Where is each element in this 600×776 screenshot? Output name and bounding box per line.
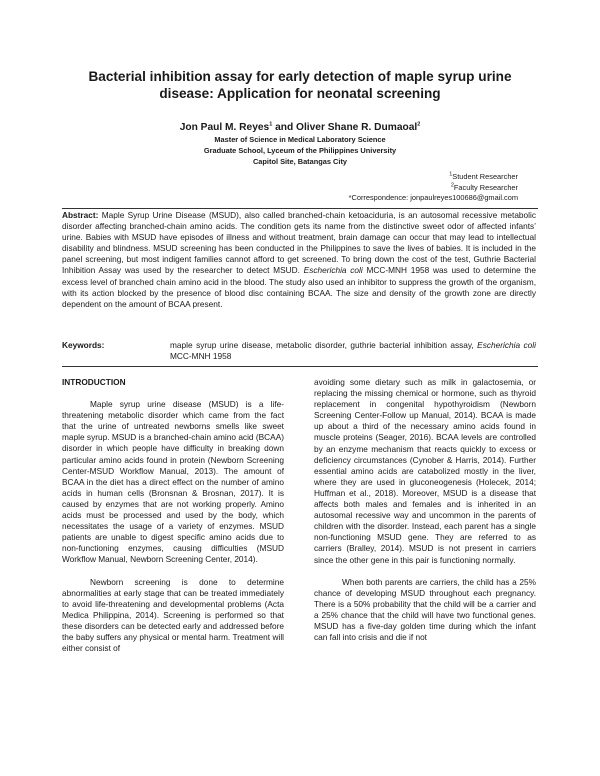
role-1-label: Student Researcher: [452, 172, 518, 181]
role-2: [349, 183, 518, 194]
author-line: [60, 121, 540, 134]
left-column: [62, 377, 284, 654]
role-1: [349, 172, 518, 183]
keywords-list: maple syrup urine disease, metabolic disorder, guthrie bacterial inhibition assay,: [170, 340, 478, 350]
affiliation-degree: Master of Science in Medical Laboratory Science: [214, 135, 386, 144]
abstract-top-rule: [62, 208, 538, 209]
intro-paragraph-4: When both parents are carriers, the child has a 25% chance of developing MSUD throughout each pregnancy. There is a 50% probability that the child will be a carrier and a 25% chance that the child will have two functional genes. MSUD has a five-day golden time during which the infant can fall into crisis and die if not: [314, 576, 536, 643]
keywords-organism: Escherichia coli: [477, 340, 536, 350]
role-1-marker: 1: [449, 171, 453, 178]
abstract-organism: Escherichia coli: [303, 265, 363, 276]
abstract: [62, 210, 536, 310]
author-1: Jon Paul M. Reyes: [179, 122, 270, 133]
author-2-marker: 2: [417, 121, 421, 128]
intro-paragraph-1: Maple syrup urine disease (MSUD) is a life-threatening metabolic disorder which came from the fact that the urine of untreated newborns smells like sweet maple syrup. MSUD is a branched-chain amino acid (BCAA) disorder in which people have difficulty in breaking down particular amino acids found in protein (Newborn Screening Center-MSUD Workflow Manual, 2013). The amount of BCAA in the diet has a direct effect on the number of amino acids in human cells (Bronsnan & Brosnan, 2017). It is caused by enzymes that are not working properly. Amino acids must be processed and used by the body, which necessitates the usage of a variety of enzymes. MSUD patients are unable to digest specific amino acids due to non-functioning enzymes, causing difficulties (MSUD Workflow Manual, Newborn Screening Center, 2014).: [62, 399, 284, 565]
affiliation-campus: Capitol Site, Batangas City: [252, 157, 348, 166]
introduction-heading: INTRODUCTION: [62, 377, 126, 387]
keywords-strain: MCC-MNH 1958: [170, 351, 232, 362]
title-line-1: Bacterial inhibition assay for early detection of maple syrup urine: [88, 69, 512, 84]
role-2-label: Faculty Researcher: [453, 182, 518, 192]
right-column: [314, 377, 536, 643]
role-2-marker: 2: [450, 182, 454, 189]
author-connector: and: [272, 122, 297, 133]
keywords-label: Keywords:: [62, 340, 105, 350]
author-1-marker: 1: [269, 121, 273, 128]
abstract-label: Abstract:: [62, 210, 99, 220]
paper-title: [60, 68, 540, 102]
abstract-text-1: Maple Syrup Urine Disease (MSUD), also called branched-chain ketoaciduria, is an autosomal recessive metabolic disorder affecting branched-chain amino acids. The condition gets its name from the distinctive sweet odor of affected infants’ urine. Babies with MSUD have episodes of illness and without treatment, brain damage can occur that may lead to intellectual disability and blindness. MSUD screening has been conducted in the Philippines to save the lives of babies. It is included in the panel screening, but most indigent families cannot afford to get screened. To bring down the cost of the test, Guthrie Bacterial Inhibition Assay was used by the researcher to detect MSUD.: [62, 210, 536, 276]
author-roles: [349, 172, 518, 204]
correspondence: *Correspondence: jonpaulreyes100686@gmail.com: [348, 193, 518, 202]
title-line-2: disease: Application for neonatal screening: [159, 86, 441, 101]
intro-paragraph-2: Newborn screening is done to determine abnormalities at early stage that can be treated immediately to avoid life-threatening and developmental problems (Acta Medica Philippina, 2014). Screening is performed so that these disorders can be detected early and addressed before the baby suffers any physical or mental harm. Treatment will either consist of: [62, 576, 284, 654]
author-2: Oliver Shane R. Dumaoal: [296, 122, 418, 133]
abstract-text-2: MCC-MNH 1958 was used to determine the excess level of branched chain amino acid in the blood. The study also used an inhibitor to suppress the growth of the organism, with its action blocked by the presence of blood disc containing BCAA. The size and density of the growth zone are directly dependent on the amount of BCAA present.: [62, 265, 536, 309]
intro-paragraph-3: avoiding some dietary such as milk in galactosemia, or replacing the missing chemical or hormone, such as thyroid replacement in congenital hypothyroidism (Newborn Screening Center-Follow up Manual, 2014). BCAA is made up about a third of the necessary amino acids found in muscle proteins (Seager, 2016). BCAA levels are controlled by an enzyme mechanism that reacts quickly to excess or deficiency circumstances (Cynober & Harris, 2014). Further essential amino acids are catabolized mostly in the liver, where they are used in gluconeogenesis (Holecek, 2014; Huffman et al., 2018). Moreover, MSUD is a disease that affects both males and females and is inherited in an autosomal recessive way and uncommon in the parents of children with the disorder. Instead, each parent has a single non-functioning MSUD gene. They are referred to as carriers (Bralley, 2014). MSUD is not present in carriers since the other gene in this pair is functioning normally.: [314, 377, 536, 565]
affiliation-school: Graduate School, Lyceum of the Philippines University: [203, 146, 397, 155]
keywords-text: [170, 340, 536, 362]
keywords-bottom-rule: [62, 366, 538, 367]
